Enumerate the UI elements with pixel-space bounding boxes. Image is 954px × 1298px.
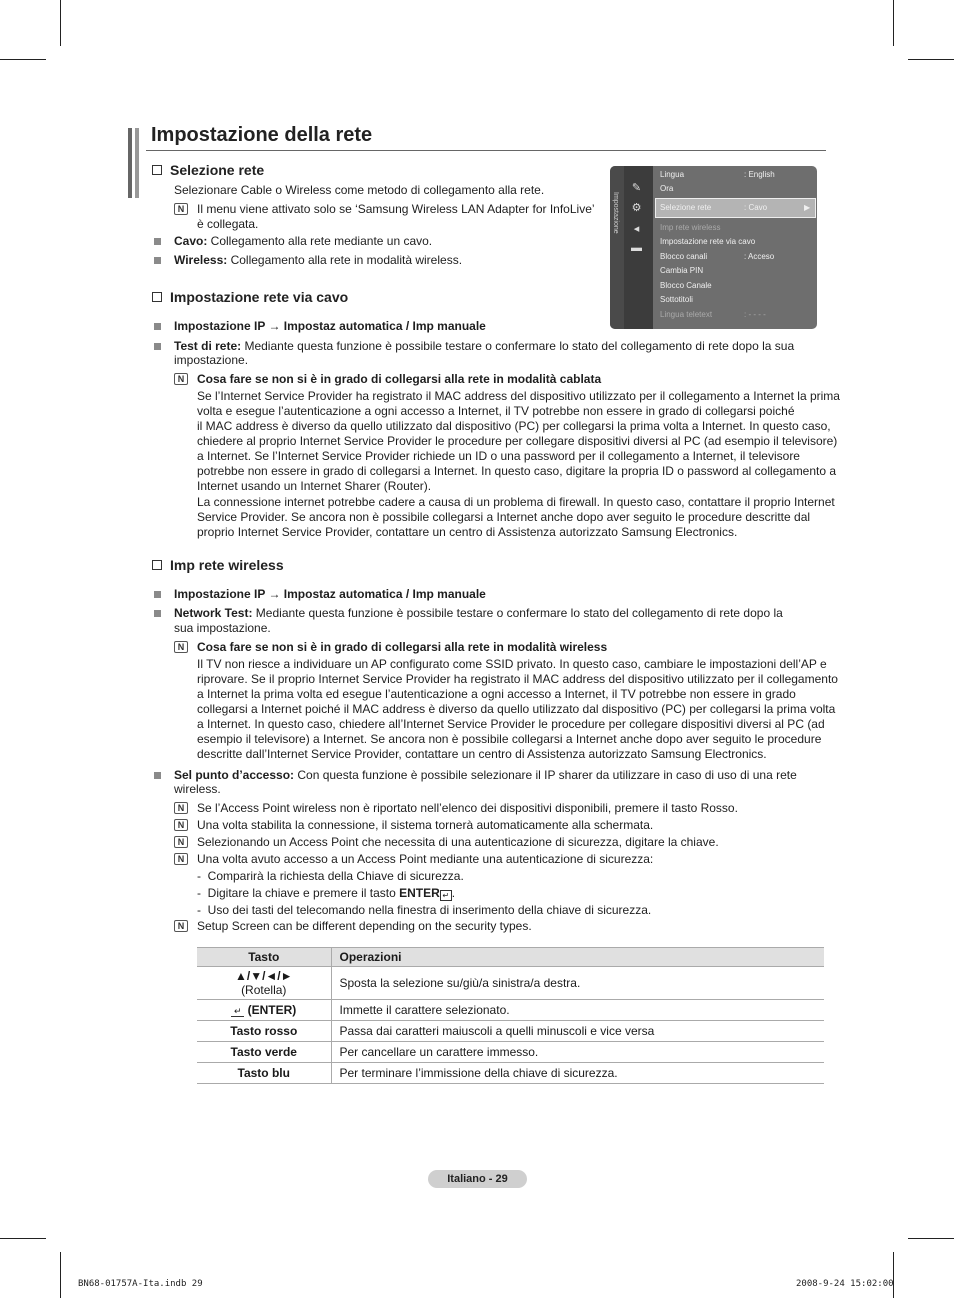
note-icon: N (174, 802, 188, 814)
network-test-item: Network Test: Mediante questa funzione è possibile testare o confermare lo stato del collegamento di rete dopo la (174, 606, 783, 620)
sel-punto-cont: wireless. (174, 782, 221, 796)
crop-mark (893, 0, 894, 46)
table-row (197, 1063, 824, 1084)
ip-item: Impostazione IP → Impostaz automatica / Imp manuale (174, 587, 486, 601)
test-item: Test di rete: Mediante questa funzione è possibile testare o confermare lo stato del collegamento di rete dopo la sua (174, 339, 795, 353)
table-header-row (197, 948, 824, 967)
crop-mark (908, 1238, 954, 1239)
intro-text: Selezionare Cable o Wireless come metodo di collegamento alla rete. (174, 183, 545, 197)
table-row (197, 1021, 824, 1042)
osd-row: Imp rete wireless (660, 223, 721, 232)
bullet-icon (154, 323, 161, 330)
page-title: Impostazione della rete (151, 124, 373, 146)
section-heading-rete-via-cavo: Impostazione rete via cavo (152, 289, 348, 305)
enter-icon: ↵ (231, 1007, 244, 1017)
dash-item: - Digitare la chiave e premere il tasto ENTER ↵ . (197, 886, 456, 900)
note-icon: N (174, 641, 188, 653)
crop-mark (0, 1238, 46, 1239)
section-heading-selezione-rete: Selezione rete (152, 162, 264, 178)
picture-icon: ✎ (631, 182, 642, 194)
table-header-key: Tasto (197, 948, 331, 967)
note-text: Se l’Access Point wireless non è riportato nell’elenco dei dispositivi disponibili, premere il tasto Rosso. (197, 801, 738, 815)
note-icon: N (174, 373, 188, 385)
table-cell-key: Tasto rosso (197, 1021, 331, 1042)
sel-punto-item: Sel punto d’accesso: Con questa funzione è possibile selezionare il IP sharer da utilizzare in caso di uso di una rete (174, 768, 797, 782)
table-row (197, 1042, 824, 1063)
tv-menu-screenshot (610, 166, 817, 329)
note-icon: N (174, 836, 188, 848)
bullet-icon (154, 257, 161, 264)
imprint-file: BN68-01757A-Ita.indb 29 (78, 1279, 203, 1289)
checkbox-icon (152, 560, 162, 570)
table-row (197, 967, 824, 1000)
wireless-item: Wireless: Collegamento alla rete in modalità wireless. (174, 253, 463, 267)
input-icon: ▬ (631, 242, 642, 254)
note-heading: Cosa fare se non si è in grado di collegarsi alla rete in modalità wireless (197, 640, 608, 654)
note-icon: N (174, 920, 188, 932)
osd-row: Lingua teletext : - - - - (660, 310, 766, 319)
page-number: Italiano - 29 (428, 1170, 527, 1188)
note-text: è collegata. (197, 217, 259, 231)
table-cell-op: Per cancellare un carattere immesso. (331, 1042, 824, 1063)
note-heading: Cosa fare se non si è in grado di collegarsi alla rete in modalità cablata (197, 372, 602, 386)
key-operations-table (197, 947, 824, 1084)
crop-mark (60, 1252, 61, 1298)
note-text: Setup Screen can be different depending on the security types. (197, 919, 532, 933)
section-heading-rete-wireless: Imp rete wireless (152, 557, 284, 573)
sound-icon: ◂ (633, 223, 640, 235)
note-paragraph: Il TV non riesce a individuare un AP configurato come SSID privato. In questo caso, cambiare le impostazioni dell’AP e riprovare. Se il proprio Internet Service Provider ha registrato il MAC address del dispositivo utilizzato per il collegamento a Internet la prima volta ed esegue l’autenticazione a ogni accesso a Internet, il TV potrebbe non essere in grado collegarsi a Internet poiché il MAC address è diverso da quello utilizzato dal dispositivo (PC) per collegarsi la prima volta a Internet. In questo caso, chiedere all’Internet Service Provider le procedure per collegare dispositivi diversi al PC (ad esempio il televisore) a Internet. Se ancora non è possibile collegarsi a Internet anche dopo aver seguito le procedure descritte dall’Internet Service Provider, contattare un centro di Assistenza autorizzato Samsung Electronics. (197, 657, 838, 761)
crop-mark (908, 59, 954, 60)
imprint-date: 2008-9-24 15:02:00 (796, 1279, 894, 1289)
osd-row: Impostazione rete via cavo (660, 237, 756, 246)
checkbox-icon (152, 165, 162, 175)
table-cell-key: ▲/▼/◄/► (Rotella) (197, 967, 331, 1000)
bullet-icon (154, 772, 161, 779)
osd-left-strip (610, 166, 624, 329)
osd-row: Blocco Canale (660, 281, 712, 290)
table-row (197, 1000, 824, 1021)
table-cell-op: Passa dai caratteri maiuscoli a quelli minuscoli e vice versa (331, 1021, 824, 1042)
crop-mark (0, 59, 46, 60)
note-text: Il menu viene attivato solo se ‘Samsung Wireless LAN Adapter for InfoLive’ (197, 202, 595, 216)
table-cell-op: Per terminare l’immissione della chiave di sicurezza. (331, 1063, 824, 1084)
note-paragraph: Se l’Internet Service Provider ha registrato il MAC address del dispositivo utilizzato per il collegamento a Internet la prima volta e esegue l’autenticazione a ogni accesso a Internet, il TV potrebbe non essere in grado di collegarsi poiché il MAC address è diverso da quello utilizzato dal dispositivo (PC) per collegarsi la prima volta a Internet. In questo caso, chiedere al proprio Internet Service Provider le procedure per collegare dispositivi diversi al PC (ad esempio il televisore) a Internet. Se l’Internet Service Provider richiede un ID o una password per il collegamento a Internet, il televisore potrebbe non essere in grado di collegarsi a Internet. In questo caso, digitare la propria ID o password al collegamento a Internet usando un Internet Sharer (Router). La connessione internet potrebbe cadere a causa di un problema di firewall. In questo caso, contattare il proprio Internet Service Provider. Se ancora non è possibile collegarsi a Internet anche dopo aver seguito le procedure descritte dal proprio Internet Service Provider, contattare un centro di Assistenza autorizzato Samsung Electronics. (197, 389, 840, 539)
note-text: Selezionando un Access Point che necessita di una autenticazione di sicurezza, digitare la chiave. (197, 835, 719, 849)
crop-mark (60, 0, 61, 46)
osd-row: Blocco canali : Acceso (660, 252, 775, 261)
arrow-right-icon: ▶ (804, 203, 811, 212)
osd-row: Sottotitoli (660, 295, 693, 304)
title-accent-bar (128, 128, 132, 198)
table-cell-op: Immette il carattere selezionato. (331, 1000, 824, 1021)
note-icon: N (174, 853, 188, 865)
note-text: Una volta stabilita la connessione, il sistema tornerà automaticamente alla schermata. (197, 818, 654, 832)
bullet-icon (154, 238, 161, 245)
title-rule (146, 150, 826, 151)
title-accent-bar (135, 128, 139, 198)
test-item-cont: impostazione. (174, 353, 249, 367)
dash-item: - Comparirà la richiesta della Chiave di sicurezza. (197, 869, 464, 883)
enter-icon: ↵ (440, 890, 452, 901)
bullet-icon (154, 610, 161, 617)
osd-row-selected: Selezione rete : Cavo ▶ (660, 203, 811, 212)
note-text: Una volta avuto accesso a un Access Point mediante una autenticazione di sicurezza: (197, 852, 654, 866)
note-icon: N (174, 203, 188, 215)
note-icon: N (174, 819, 188, 831)
table-cell-op: Sposta la selezione su/giù/a sinistra/a destra. (331, 967, 824, 1000)
bullet-icon (154, 591, 161, 598)
table-cell-key: ↵ (ENTER) (197, 1000, 331, 1021)
dash-item: - Uso dei tasti del telecomando nella finestra di inserimento della chiave di sicurezza. (197, 903, 652, 917)
osd-row: Cambia PIN (660, 266, 704, 275)
checkbox-icon (152, 292, 162, 302)
table-cell-key: Tasto verde (197, 1042, 331, 1063)
network-test-cont: sua impostazione. (174, 621, 271, 635)
ip-item: Impostazione IP → Impostaz automatica / Imp manuale (174, 319, 486, 333)
table-header-op: Operazioni (331, 948, 824, 967)
osd-side-label: Impostazione (612, 192, 619, 234)
crop-mark (893, 1252, 894, 1298)
osd-row: Lingua : English (660, 170, 775, 179)
table-cell-key: Tasto blu (197, 1063, 331, 1084)
osd-row: Ora (660, 184, 674, 193)
gear-icon: ⚙ (631, 202, 642, 214)
bullet-icon (154, 343, 161, 350)
cavo-item: Cavo: Collegamento alla rete mediante un cavo. (174, 234, 433, 248)
